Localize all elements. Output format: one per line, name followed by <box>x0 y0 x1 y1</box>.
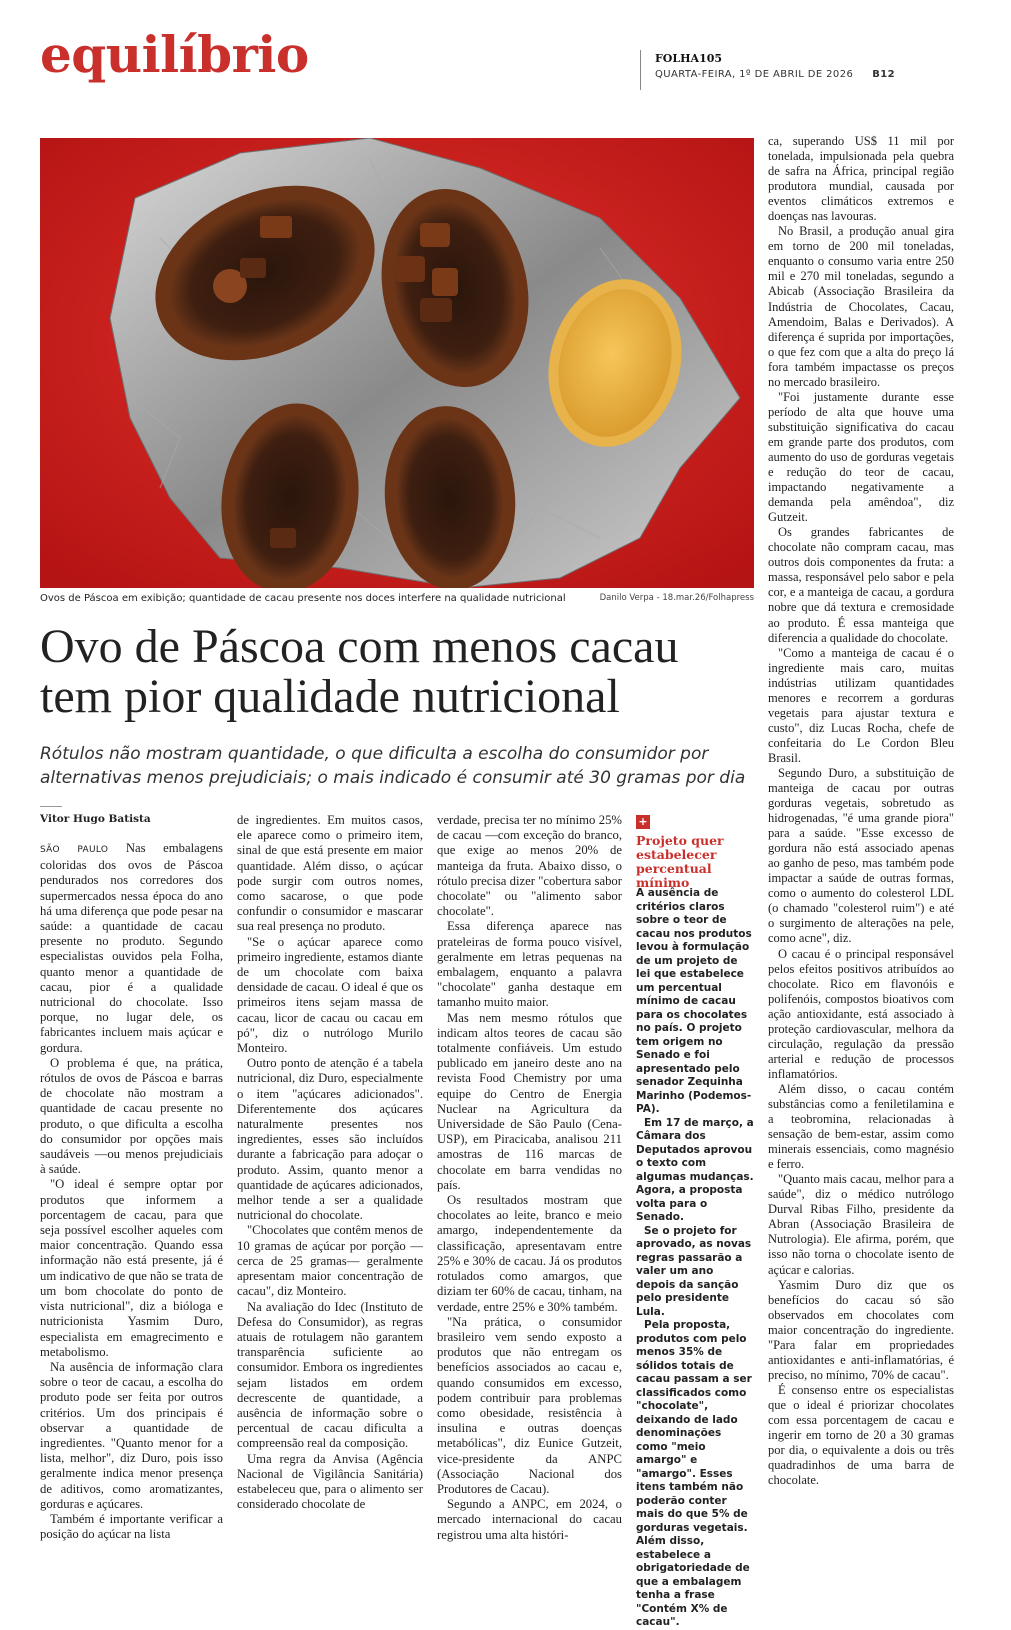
paragraph: Os resultados mostram que chocolates ao leite, branco e meio amargo, independentemente da classificação, apresentavam entre 25% e 30% de cacau. Já os produtos rotulados como amargos, que diziam ter 60% de cacau, tinham, na verdade, entre 25% e 30% também. <box>437 1193 622 1314</box>
paragraph: "Chocolates que contêm menos de 10 gramas de açúcar por porção —cerca de 25 gramas— geralmente apresentam maior concentração de cacau", diz Monteiro. <box>237 1223 423 1299</box>
paragraph: Uma regra da Anvisa (Agência Nacional de Vigilância Sanitária) estabeleceu que, para o alimento ser considerado chocolate de <box>237 1451 423 1512</box>
section-title: equilíbrio <box>40 25 309 84</box>
box-paragraph: Se o projeto for aprovado, as novas regras passarão a valer um ano depois da sanção pelo presidente Lula. <box>636 1224 752 1318</box>
paragraph: No Brasil, a produção anual gira em torno de 200 mil toneladas, enquanto o consumo varia entre 250 mil e 270 mil toneladas, segundo a Abicab (Associação Brasileira da Indústria de Chocolates, Cacau, Amendoim, Balas e Derivados). A diferença é suprida por importações, o que fez com que a alta do preço lá fora também impactasse os preços no mercado brasileiro. <box>768 224 954 389</box>
paragraph: Essa diferença aparece nas prateleiras de forma pouco visível, geralmente em letras pequenas na embalagem, enquanto a palavra "chocolate" ganha destaque em tamanho muito maior. <box>437 919 622 1010</box>
headline: Ovo de Páscoa com menos cacau tem pior qualidade nutricional <box>40 620 679 723</box>
box-paragraph: Em 17 de março, a Câmara dos Deputados aprovou o texto com algumas mudanças. Agora, a proposta volta para o Senado. <box>636 1116 754 1223</box>
paragraph: "Foi justamente durante esse período de alta que houve uma substituição significativa do cacau em grande parte dos produtos, com aumento do uso de gorduras vegetais e redução do teor de cacau, impactando negativamente a demanda pela amêndoa", diz Gutzeit. <box>768 389 954 525</box>
dateline <box>655 69 895 80</box>
paragraph: Yasmim Duro diz que os benefícios do cacau só são observados em chocolates com maior concentração do ingrediente. "Para falar em propriedades antioxidantes e anti-inflamatórias, é preciso, no mínimo, 70% de cacau". <box>768 1277 954 1382</box>
location-tag: SÃO PAULO <box>40 845 109 855</box>
paragraph: "Na prática, o consumidor brasileiro vem sendo exposto a produtos que não entregam os benefícios associados ao cacau e, quando consumidos em excesso, podem contribuir para problemas como obesidade, resistência à insulina e outras doenças metabólicas", diz Eunice Gutzeit, vice-presidente da ANPC (Associação Nacional dos Produtores de Cacau). <box>437 1314 622 1496</box>
paragraph: Também é importante verificar a posição do açúcar na lista <box>40 1511 223 1542</box>
paragraph: de ingredientes. Em muitos casos, ele aparece como o primeiro item, sinal de que está presente em maior quantidade. Além disso, o açúcar pode surgir com outros nomes, como sacarose, o que pode confundir o consumidor e mascarar sua real presença no produto. <box>237 813 423 934</box>
paragraph: O cacau é o principal responsável pelos efeitos positivos atribuídos ao chocolate. Rico em flavonóis e polifenóis, compostos bioativos com ação antioxidante, está associado à proteção cardiovascular, melhora da circulação, regulação da pressão arterial e redução de processos inflamatórios. <box>768 946 954 1081</box>
paragraph: Além disso, o cacau contém substâncias como a feniletilamina e a teobromina, relacionadas à sensação de bem-estar, assim como minerais essenciais, como magnésio e ferro. <box>768 1081 954 1172</box>
article-column-3 <box>437 813 622 1543</box>
article-column-4 <box>768 134 954 1488</box>
caption-text: Ovos de Páscoa em exibição; quantidade de cacau presente nos doces interfere na qualidade nutricional <box>40 593 566 604</box>
paragraph: É consenso entre os especialistas que o ideal é priorizar chocolates com essa porcentagem de cacau e ingerir em torno de 20 a 30 gramas por dia, o equivalente a dois ou três quadradinhos de uma barra de chocolate. <box>768 1382 954 1488</box>
photo-credit: Danilo Verpa - 18.mar.26/Folhapress <box>599 593 754 603</box>
paragraph: "Quanto mais cacau, melhor para a saúde", diz o médico nutrólogo Durval Ribas Filho, presidente da Abran (Associação Brasileira de Nutrologia). Ele afirma, porém, que isso não torna o chocolate isento de açúcar e calorias. <box>768 1172 954 1277</box>
paragraph: "O ideal é sempre optar por produtos que informem a porcentagem de cacau, para que seja possível escolher aqueles com maior concentração. Quando essa informação não está presente, já é um indicativo de que não se trata de um bom chocolate do ponto de vista nutricional", diz a bióloga e nutricionista Yasmim Duro, especialista em emagrecimento e metabolismo. <box>40 1177 223 1359</box>
paragraph: O problema é que, na prática, rótulos de ovos de Páscoa e barras de chocolate não mostram a quantidade de cacau presente no produto, o que dificulta a escolha do consumidor por opções mais saudáveis —ou menos prejudiciais à saúde. <box>40 1055 223 1177</box>
masthead <box>640 50 895 90</box>
box-paragraph: A ausência de critérios claros sobre o teor de cacau nos produtos levou à formulação de um projeto de lei que estabelece um percentual mínimo de cacau para os chocolates no país. O projeto tem origem no Senado e foi apresentado pelo senador Zequinha Marinho (Podemos-PA). <box>636 887 752 1115</box>
paragraph: Outro ponto de atenção é a tabela nutricional, diz Duro, especialmente o item "açúcares adicionados". Diferentemente dos açúcares naturalmente presentes nos ingredientes, esses são incluídos durante a fabricação para adoçar o produto. Assim, quanto menor a quantidade de açúcares adicionados, melhor tende a ser a qualidade nutricional do chocolate. <box>237 1056 423 1223</box>
sidebar-box-body <box>636 887 754 1630</box>
paragraph: "Se o açúcar aparece como primeiro ingrediente, estamos diante de um chocolate com baixa densidade de cacau. O ideal é que os primeiros itens sejam massa de cacau, licor de cacau ou cacau em pó", diz o nutrólogo Murilo Monteiro. <box>237 934 424 1056</box>
paragraph: Segundo Duro, a substituição de manteiga de cacau por outras gorduras vegetais, sobretudo as hidrogenadas, "é uma grande piora" para a saúde. "Esse excesso de gordura não está associado apenas ao ganho de peso, mas também pode impactar a saúde de outras formas, como o aumento do colesterol LDL (o chamado "colesterol ruim") e até o surgimento de alterações na pele, como acne", diz. <box>768 765 954 946</box>
paragraph: Na avaliação do Idec (Instituto de Defesa do Consumidor), as regras atuais de rotulagem não garantem transparência suficiente ao consumidor. Embora os ingredientes sejam listados em ordem decrescente de quantidade, a ausência de informação sobre o percentual de cacau dificulta a compreensão real da composição. <box>237 1299 423 1451</box>
brand-name: FOLHA <box>655 52 700 65</box>
plus-icon: + <box>636 815 650 829</box>
photo-caption <box>40 593 754 604</box>
paragraph: "Como a manteiga de cacau é o ingrediente mais caro, muitas indústrias utilizam quantidades menores e recorrem a gorduras vegetais para ajustar textura e custo", diz Lucas Rocha, chefe de confeitaria do Le Cordon Bleu Brasil. <box>768 645 954 765</box>
article-column-1 <box>40 841 223 1542</box>
subheadline: Rótulos não mostram quantidade, o que dificulta a escolha do consumidor por alternativas menos prejudiciais; o mais indicado é consumir até 30 gramas por dia <box>40 744 746 788</box>
paragraph: Mas nem mesmo rótulos que indicam altos teores de cacau são totalmente confiáveis. Um estudo publicado em janeiro deste ano na revista Food Chemistry por uma equipe do Centro de Energia Nuclear na Agricultura da Universidade de São Paulo (Cena-USP), em Piracicaba, analisou 211 amostras de 116 marcas de chocolate em barra vendidas no país. <box>437 1010 622 1192</box>
box-paragraph: Pela proposta, produtos com pelo menos 35% de sólidos totais de cacau passam a ser classificados como "chocolate", deixando de lado denominações como "meio amargo" e "amargo". Esses itens também não poderão conter mais do que 5% de gorduras vegetais. Além disso, estabelece a obrigatoriedade de que a embalagem tenha a frase "Contém X% de cacau". <box>636 1319 752 1628</box>
paragraph <box>40 841 223 1056</box>
sidebar-box-title: Projeto quer estabelecer percentual mínimo <box>636 833 724 890</box>
paragraph: Segundo a ANPC, em 2024, o mercado internacional do cacau registrou uma alta históri- <box>437 1497 622 1542</box>
issue-date: QUARTA-FEIRA, 1º DE ABRIL DE 2026 <box>655 69 854 80</box>
byline-divider <box>40 806 62 807</box>
paragraph: verdade, precisa ter no mínimo 25% de cacau —com exceção do branco, que exige ao menos 20% de manteiga da fruta. Abaixo disso, o rótulo precisa dizer "cobertura sabor chocolate" ou "alimento sabor chocolate". <box>437 813 622 919</box>
easter-eggs-photo <box>40 138 754 588</box>
paragraph: Os grandes fabricantes de chocolate não compram cacau, mas outros dois componentes da fruta: a massa, responsável pelo sabor e pela cor, e a manteiga de cacau, a gordura nobre que dá textura e cremosidade ao produto. É essa manteiga que diferencia a qualidade do chocolate. <box>768 525 954 645</box>
paragraph: ca, superando US$ 11 mil por tonelada, impulsionada pela quebra de safra na África, principal região produtora mundial, causada por eventos climáticos extremos e doenças nas lavouras. <box>768 134 954 224</box>
paragraph: Na ausência de informação clara sobre o teor de cacau, a escolha do produto pode ser feita por outros critérios. Um dos principais é observar a quantidade de ingredientes. "Quanto menor for a lista, melhor", diz Duro, pois isso geralmente indica menor presença de aditivos, como aromatizantes, gorduras e açúcares. <box>40 1359 223 1511</box>
paragraph-text: Nas embalagens coloridas dos ovos de Páscoa pendurados nos corredores dos supermercados nessa época do ano há uma diferença que pode pesar na saúde: a quantidade de cacau presente no produto. Segundo especialistas ouvidos pela Folha, quanto menor a quantidade de cacau, pior é a qualidade nutricional do chocolate. Isso porque, no lugar dele, os fabricantes incluem mais açúcar e gordura. <box>40 841 223 1055</box>
byline: Vitor Hugo Batista <box>40 813 151 825</box>
brand-suffix: 105 <box>699 52 723 65</box>
brand-logo <box>655 50 895 66</box>
article-column-2 <box>237 813 423 1512</box>
page-number: B12 <box>872 69 895 80</box>
